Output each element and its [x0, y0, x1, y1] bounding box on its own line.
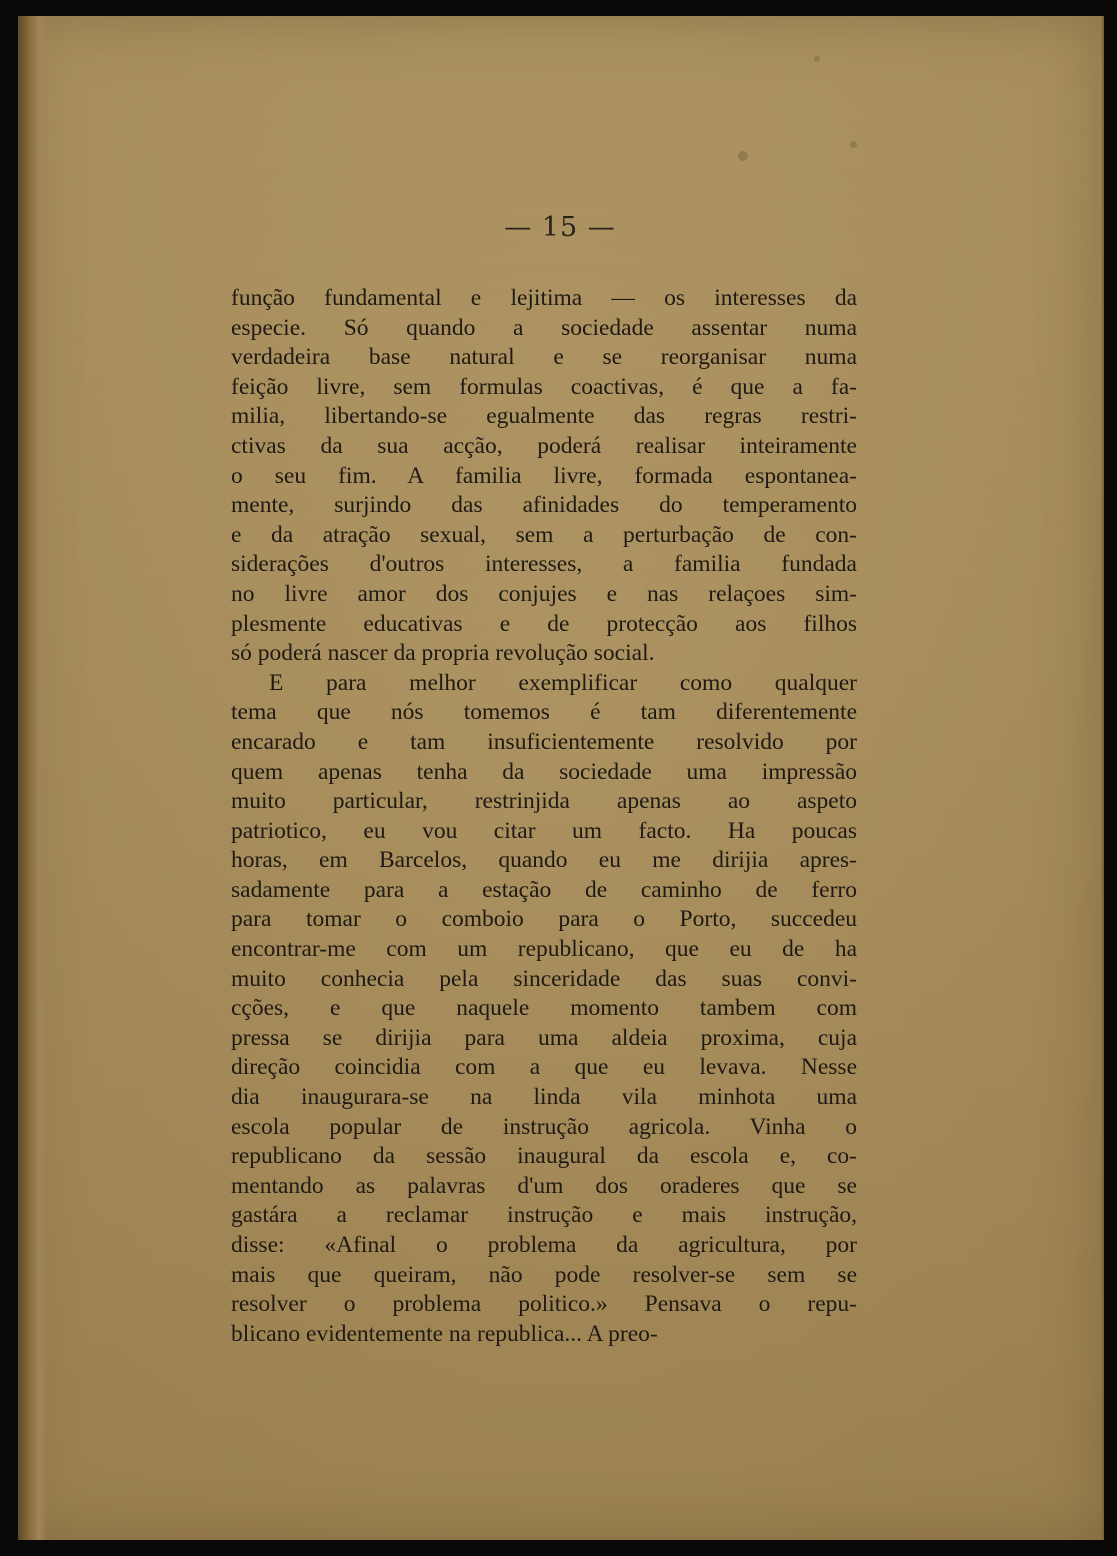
text-line: muito particular, restrinjida apenas ao aspeto	[231, 788, 857, 815]
text-line: tema que nós tomemos é tam diferentemente	[231, 699, 857, 726]
text-line: cções, e que naquele momento tambem com	[231, 995, 857, 1022]
page-number: — 15 —	[504, 212, 616, 243]
paper-stain	[814, 56, 820, 62]
paper-stain	[738, 151, 748, 161]
text-line: resolver o problema politico.» Pensava o repu-	[231, 1291, 857, 1318]
text-line: ctivas da sua acção, poderá realisar inteiramente	[231, 432, 857, 459]
text-line: escola popular de instrução agricola. Vinha o	[231, 1113, 857, 1140]
text-line: e da atração sexual, sem a perturbação de con-	[231, 521, 857, 548]
text-line: verdadeira base natural e se reorganisar numa	[231, 344, 857, 371]
text-line: sadamente para a estação de caminho de ferro	[231, 876, 857, 903]
text-line: encontrar-me com um republicano, que eu de ha	[231, 936, 857, 963]
text-line: milia, libertando-se egualmente das regras restri-	[231, 403, 857, 430]
text-line: pressa se dirijia para uma aldeia proxima, cuja	[231, 1024, 857, 1051]
text-line: siderações d'outros interesses, a familia fundada	[231, 551, 857, 578]
text-line: muito conhecia pela sinceridade das suas convi-	[231, 965, 857, 992]
text-line: mais que queiram, não pode resolver-se sem se	[231, 1261, 857, 1288]
text-line: o seu fim. A familia livre, formada espontanea-	[231, 462, 857, 489]
text-line: para tomar o comboio para o Porto, succedeu	[231, 906, 857, 933]
text-line: função fundamental e lejitima — os interesses da	[231, 285, 857, 311]
text-line: gastára a reclamar instrução e mais instrução,	[231, 1202, 857, 1229]
text-line: direção coincidia com a que eu levava. Nesse	[231, 1054, 857, 1081]
text-line: mente, surjindo das afinidades do temperamento	[231, 492, 857, 519]
text-line: E para melhor exemplificar como qualquer	[269, 669, 857, 696]
text-line: mentando as palavras d'um dos oraderes que se	[231, 1172, 857, 1199]
text-line: dia inaugurara-se na linda vila minhota uma	[231, 1084, 857, 1111]
spine-fold	[18, 16, 48, 1540]
text-line: especie. Só quando a sociedade assentar numa	[231, 314, 857, 341]
text-line: republicano da sessão inaugural da escola e, co-	[231, 1143, 857, 1170]
book-page	[18, 16, 1104, 1540]
text-line: só poderá nascer da propria revolução social.	[231, 640, 655, 667]
text-line: quem apenas tenha da sociedade uma impressão	[231, 758, 857, 785]
text-line: disse: «Afinal o problema da agricultura, por	[231, 1232, 857, 1258]
text-line: encarado e tam insuficientemente resolvido por	[231, 728, 857, 755]
paper-stain	[850, 141, 857, 148]
text-line: blicano evidentemente na republica... A preo-	[231, 1320, 658, 1347]
text-line: plesmente educativas e de protecção aos filhos	[231, 610, 857, 637]
body-text	[231, 284, 857, 1349]
text-line: feição livre, sem formulas coactivas, é que a fa-	[231, 373, 857, 400]
text-line: horas, em Barcelos, quando eu me dirijia apres-	[231, 847, 857, 874]
text-line: patriotico, eu vou citar um facto. Ha poucas	[231, 817, 857, 844]
text-line: no livre amor dos conjujes e nas relaçoes sim-	[231, 580, 857, 607]
